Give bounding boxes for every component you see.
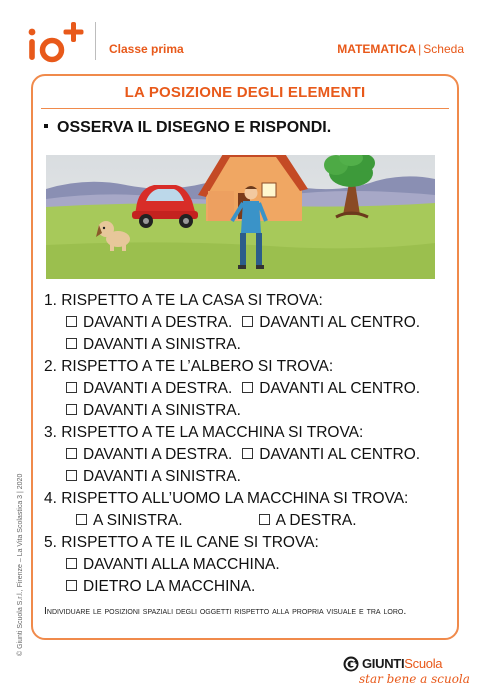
scene-illustration <box>46 155 435 279</box>
option-label: DAVANTI AL CENTRO. <box>259 446 421 463</box>
option-label: DAVANTI AL CENTRO. <box>259 380 421 397</box>
brand-name-light: Scuola <box>404 656 443 671</box>
question-2-option-2[interactable] <box>242 378 420 400</box>
question-2-options-row-2 <box>44 400 464 422</box>
instruction <box>44 119 331 137</box>
brand-tagline: star bene a scuola <box>359 672 470 686</box>
question-1-options <box>44 312 464 334</box>
instruction-text: OSSERVA IL DISEGNO E RISPONDI. <box>57 119 332 136</box>
checkbox[interactable] <box>66 338 77 349</box>
question-1-option-3[interactable] <box>66 334 241 356</box>
brand-name-bold: GIUNTI <box>362 656 405 671</box>
option-label: DAVANTI A DESTRA. <box>83 314 233 331</box>
checkbox[interactable] <box>66 448 77 459</box>
page-title: LA POSIZIONE DEGLI ELEMENTI <box>124 84 366 101</box>
title-divider <box>41 108 449 109</box>
class-label: Classe prima <box>109 42 184 56</box>
teacher-note: Individuare le posizioni spaziali degli oggetti rispetto alla propria visuale e tra loro. <box>44 605 407 617</box>
question-3: 3. RISPETTO A TE LA MACCHINA SI TROVA: <box>44 424 364 441</box>
subject-label: MATEMATICA <box>337 42 417 56</box>
checkbox[interactable] <box>66 404 77 415</box>
checkbox[interactable] <box>242 316 253 327</box>
option-label: DAVANTI A SINISTRA. <box>83 336 241 353</box>
io-plus-logo <box>28 20 88 64</box>
question-4-option-2[interactable] <box>259 510 357 532</box>
question-5-options <box>44 554 464 576</box>
brand-name <box>362 656 442 671</box>
checkbox[interactable] <box>76 514 87 525</box>
checkbox[interactable] <box>66 558 77 569</box>
question-2-options <box>44 378 464 400</box>
question-3-option-3[interactable] <box>66 466 241 488</box>
subject-heading <box>337 42 464 56</box>
option-label: A DESTRA. <box>275 512 357 529</box>
checkbox[interactable] <box>242 448 253 459</box>
option-label: DAVANTI ALLA MACCHINA. <box>83 556 280 573</box>
option-label: DAVANTI A SINISTRA. <box>83 402 241 419</box>
checkbox[interactable] <box>242 382 253 393</box>
copyright-notice: © Giunti Scuola S.r.l., Firenze – La Vita Scolastica 3 | 2020 <box>17 473 24 656</box>
giunti-logo-icon <box>343 656 359 672</box>
question-1-option-2[interactable] <box>242 312 420 334</box>
checkbox[interactable] <box>66 580 77 591</box>
question-5-option-1[interactable] <box>66 554 280 576</box>
checkbox[interactable] <box>66 470 77 481</box>
question-5: 5. RISPETTO A TE IL CANE SI TROVA: <box>44 534 319 551</box>
question-4: 4. RISPETTO ALL’UOMO LA MACCHINA SI TROVA: <box>44 490 409 507</box>
question-1-option-1[interactable] <box>66 312 232 334</box>
question-1-options-row-2 <box>44 334 464 356</box>
question-4-option-1[interactable] <box>76 510 183 532</box>
option-label: DAVANTI AL CENTRO. <box>259 314 421 331</box>
question-4-options <box>44 510 464 532</box>
bullet-icon <box>44 124 48 128</box>
question-2-option-3[interactable] <box>66 400 241 422</box>
question-3-option-2[interactable] <box>242 444 420 466</box>
question-5-option-2[interactable] <box>66 576 255 598</box>
question-3-options <box>44 444 464 466</box>
option-label: DAVANTI A DESTRA. <box>83 446 233 463</box>
checkbox[interactable] <box>259 514 270 525</box>
option-label: DIETRO LA MACCHINA. <box>83 578 256 595</box>
question-1: 1. RISPETTO A TE LA CASA SI TROVA: <box>44 292 323 309</box>
question-3-option-1[interactable] <box>66 444 232 466</box>
question-3-options-row-2 <box>44 466 464 488</box>
header-separator: | <box>418 42 422 56</box>
question-2-option-1[interactable] <box>66 378 232 400</box>
questions <box>44 290 464 598</box>
checkbox[interactable] <box>66 316 77 327</box>
option-label: DAVANTI A DESTRA. <box>83 380 233 397</box>
question-2: 2. RISPETTO A TE L’ALBERO SI TROVA: <box>44 358 334 375</box>
option-label: DAVANTI A SINISTRA. <box>83 468 241 485</box>
checkbox[interactable] <box>66 382 77 393</box>
question-5-options-row-2 <box>44 576 464 598</box>
option-label: A SINISTRA. <box>93 512 183 529</box>
header-divider <box>95 22 96 60</box>
sheet-label: Scheda <box>423 42 464 56</box>
